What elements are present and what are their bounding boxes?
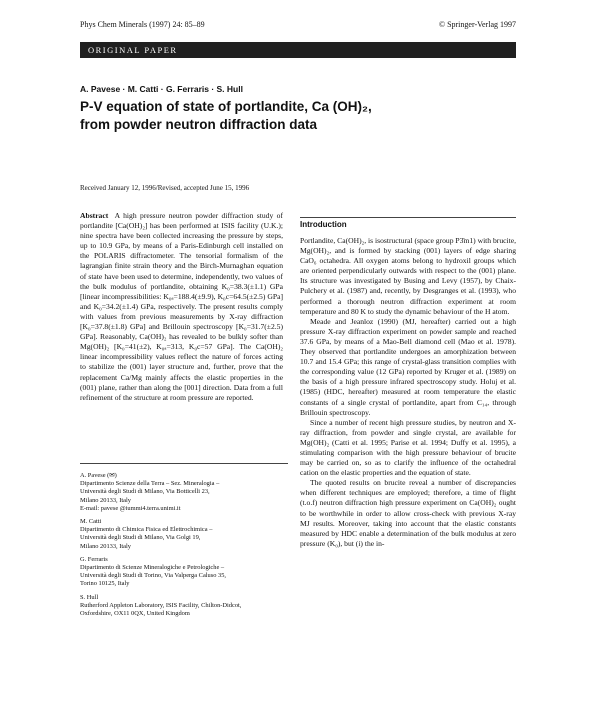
author-list: A. Pavese · M. Catti · G. Ferraris · S. Hull bbox=[80, 84, 243, 94]
affiliations bbox=[80, 472, 290, 623]
intro-paragraph: The quoted results on brucite reveal a number of discrepancies when different techniques are employed; therefore, a time of flight (t.o.f) neutron diffraction high pressure experiment on Ca(OH)₂ ought to be worthwhile in order to allow cross-check with previous X-ray MJ results. Moreover, taking into account that the elastic constants measured by HDC enable a determination of the bulk modulus at zero pressure (K₀), but (i) the in- bbox=[300, 478, 516, 548]
affiliation-line: Oxfordshire, OX11 0QX, United Kingdom bbox=[80, 610, 190, 618]
intro-paragraph: Since a number of recent high pressure studies, by neutron and X-ray diffraction, from powder and single crystal, are available for Mg(OH)₂ (Catti et al. 1995; Parise et al. 1994; Duffy et al. 1995), a stimulating comparison with the high pressure behaviour of brucite may be carried on, so as to clarify the influence of the octahedral cation on the elastic properties and the equation of state. bbox=[300, 417, 516, 478]
abstract-label: Abstract bbox=[80, 211, 109, 220]
publisher-header: © Springer-Verlag 1997 bbox=[438, 20, 516, 29]
affiliation-line: G. Ferraris bbox=[80, 555, 108, 563]
affiliation-line: Dipartimento di Chimica Fisica ed Elettrochimica – bbox=[80, 526, 213, 534]
affiliation-line: S. Hull bbox=[80, 593, 99, 601]
introduction-rule bbox=[300, 217, 516, 218]
affiliation-divider bbox=[80, 463, 288, 464]
affiliation-line: Milano 20133, Italy bbox=[80, 542, 131, 550]
affiliation-line: Università degli Studi di Milano, Via Golgi 19, bbox=[80, 534, 201, 542]
received-dates: Received January 12, 1996/Revised, accepted June 15, 1996 bbox=[80, 184, 250, 192]
title-line-2: from powder neutron diffraction data bbox=[80, 117, 318, 132]
journal-header: Phys Chem Minerals (1997) 24: 85–89 bbox=[80, 20, 205, 29]
affiliation-hull bbox=[80, 594, 290, 619]
intro-paragraph: Portlandite, Ca(OH)₂, is isostructural (space group P3̄m1) with brucite, Mg(OH)₂, and is formed by stacking (001) layers of edge sharing CaO₆ octahedra. All oxygen atoms belong to hydroxil groups which are oriented perpendicularly outwards with respect to the (001) plane. Its structure was investigated by Busing and Levy (1957), by Chaix-Pulchery et al. (1987) and, recently, by Desgranges et al. (1993), who performed a thorough neutron diffraction experiment at room temperature and 80 K to study the dynamic behaviour of the H atom. bbox=[300, 236, 516, 316]
section-band bbox=[80, 42, 516, 58]
introduction-body bbox=[300, 236, 516, 549]
introduction-heading bbox=[300, 217, 516, 231]
introduction-title: Introduction bbox=[300, 220, 347, 229]
affiliation-line: Rutherford Appleton Laboratory, ISIS Facility, Chilton-Didcot, bbox=[80, 601, 242, 609]
affiliation-line: M. Catti bbox=[80, 518, 102, 526]
abstract-text: A high pressure neutron powder diffraction study of portlandite [Ca(OH)₂] has been performed at ISIS facility (U.K.); nine spectra have been collected increasing the pressure by steps, up to 10.9 GPa, by means of a Paris-Edinburgh cell installed on the POLARIS diffractometer. The tensorial formalism of the lagrangian finite strain theory and the Birch-Murnaghan equation of state have been used to determine, independently, two values of the bulk modulus of portlandite, obtaining K₀=38.3(±1.1) GPa [linear incompressibilities: K₀ₐ=188.4(±9.9), K₀c=64.5(±2.5) GPa] and K₀=34.2(±1.4) GPa, respectively. The present results comply with values from previous measurements by X-ray diffraction [K₀=37.8(±1.8) GPa] and Brillouin spectroscopy [K₀=31.7(±2.5) GPa]. Reasonably, Ca(OH)₂ has revealed to be bulkly softer than Mg(OH)₂ [K₀=41(±2), K₀ₐ=313, K₀c=57 GPa]. The Ca(OH)₂ linear incompressibility values reflect the nature of forces acting to stabilize the (001) layer structure and, further, prove that the replacement Ca/Mg mainly affects the elastic properties in the (001) plane, rather than along the [001] direction. Data from a full refinement of the structure at room pressure are reported. bbox=[80, 211, 283, 402]
section-label: ORIGINAL PAPER bbox=[88, 45, 178, 55]
affiliation-line: Dipartimento di Scienze Mineralogiche e Petrologiche – bbox=[80, 564, 225, 572]
affiliation-line: Università degli Studi di Milano, Via Botticelli 23, bbox=[80, 488, 210, 496]
affiliation-line: Milano 20133, Italy bbox=[80, 496, 131, 504]
abstract bbox=[80, 211, 283, 403]
affiliation-line: Torino 10125, Italy bbox=[80, 580, 130, 588]
affiliation-ferraris bbox=[80, 556, 290, 589]
affiliation-pavese bbox=[80, 472, 290, 513]
affiliation-line: Dipartimento Scienze della Terra – Sez. Mineralogia – bbox=[80, 480, 220, 488]
affiliation-line: A. Pavese (✉) bbox=[80, 472, 117, 479]
affiliation-catti bbox=[80, 518, 290, 551]
title-line-1: P-V equation of state of portlandite, Ca (OH)₂, bbox=[80, 99, 372, 114]
email-line: E-mail: pavese @iummi4.terra.unimi.it bbox=[80, 504, 181, 512]
intro-paragraph: Meade and Jeanloz (1990) (MJ, hereafter) carried out a high pressure X-ray diffraction experiment on powder sample and reached 37.6 GPa, by means of a Mao-Bell diamond cell (Mao et al. 1978). They observed that portlandite undergoes an amorphization between 10.7 and 15.4 GPa; this range of crystal-glass transition complies with the corresponding value (12 GPa) reported by Kruger et al. (1989) on the basis of a high pressure infrared spectroscopy study. Holuj et al. (1985) (HDC, hereafter) measured at room temperature the elastic constants of a single crystal of portlandite, apart from C₁₄, through Brillouin spectroscopy. bbox=[300, 316, 516, 417]
paper-title bbox=[80, 98, 520, 134]
affiliation-line: Università degli Studi di Torino, Via Valperga Caluso 35, bbox=[80, 572, 227, 580]
